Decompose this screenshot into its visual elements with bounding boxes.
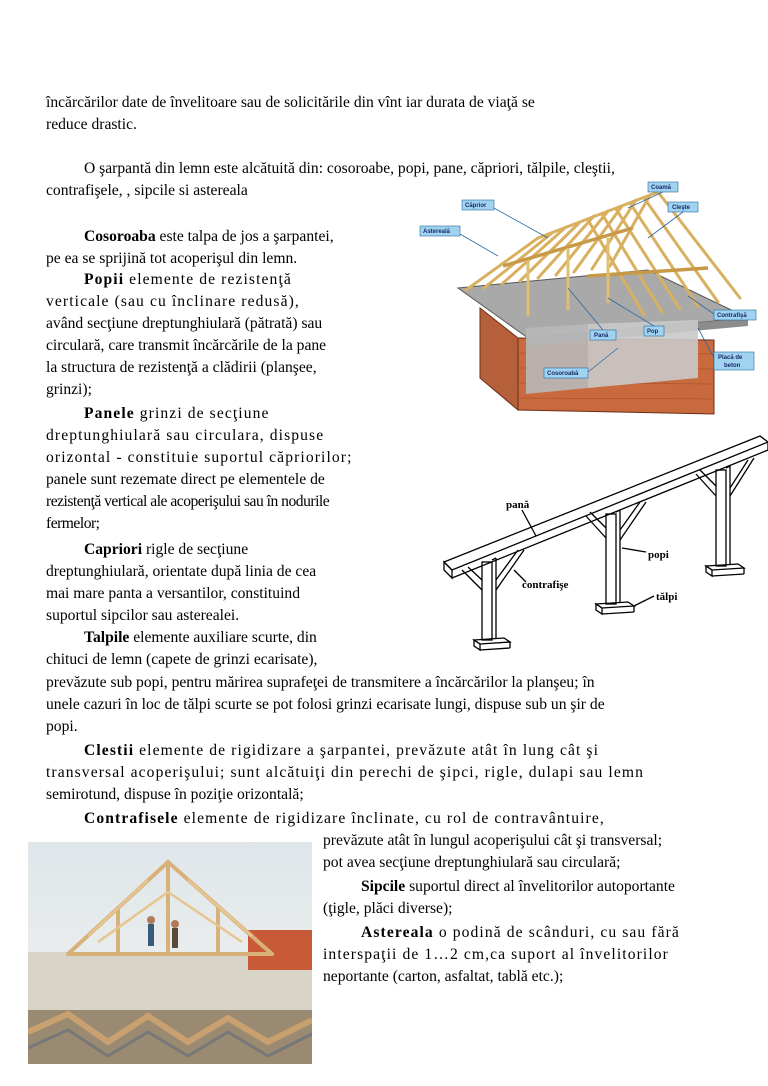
text-line: popi. bbox=[46, 718, 78, 735]
text-line: O şarpantă din lemn este alcătuită din: cosoroabe, popi, pane, căpriori, tălpile, cleştii, bbox=[84, 160, 615, 177]
text-line: pot avea secţiune dreptunghiulară sau circulară; bbox=[323, 854, 621, 871]
label-placa: Placă de bbox=[718, 355, 743, 361]
text-line: contrafişele, , sipcile si astereala bbox=[46, 182, 248, 199]
term: Clestii bbox=[84, 742, 135, 759]
text-line: panele sunt rezemate direct pe elementele de bbox=[46, 471, 325, 488]
text-line: unele cazuri în loc de tălpi scurte se pot folosi grinzi ecarisate lungi, dispuse sub un şir de bbox=[46, 696, 605, 713]
label-contrafisa: Contrafişă bbox=[717, 313, 747, 319]
label-cosoroaba: Cosoroabă bbox=[547, 371, 579, 377]
label-talpi-drawing: tălpi bbox=[656, 591, 678, 603]
text: elemente de rigidizare a şarpantei, prevăzute atât în lung cât şi bbox=[134, 742, 600, 759]
text: elemente de rezistenţă bbox=[124, 271, 292, 288]
roof-construction-photo bbox=[28, 842, 312, 1064]
text-line: circulară, care transmit încărcările de la pane bbox=[46, 337, 327, 354]
section-astereala bbox=[361, 922, 680, 944]
text-line: reduce drastic. bbox=[46, 116, 137, 133]
label-contrafise-drawing: contrafişe bbox=[522, 579, 569, 591]
text-line: dreptunghiulară sau circulara, dispuse bbox=[46, 427, 325, 444]
text: elemente de rigidizare înclinate, cu rol de contravântuire, bbox=[178, 810, 605, 827]
label-coama: Coamă bbox=[651, 185, 672, 191]
text-line: dreptunghiulară, orientate după linia de cea bbox=[46, 563, 317, 580]
label-pop: Pop bbox=[647, 329, 659, 335]
text-line: (ţigle, plăci diverse); bbox=[323, 900, 453, 917]
text-line: grinzi); bbox=[46, 381, 92, 398]
term: Cosoroaba bbox=[84, 228, 156, 245]
section-capriori bbox=[84, 539, 248, 561]
text-line: pe ea se sprijină tot acoperişul din lemn. bbox=[46, 250, 298, 267]
section-cosoroaba bbox=[84, 226, 334, 248]
term: Sipcile bbox=[361, 878, 406, 895]
text-line: mai mare panta a versantilor, constituind bbox=[46, 585, 300, 602]
text: este talpa de jos a şarpantei, bbox=[155, 228, 334, 245]
label-astereala: Astereală bbox=[423, 229, 451, 235]
text-line: transversal acoperişului; sunt alcătuiţi din perechi de şipci, rigle, dulapi sau lemn bbox=[46, 764, 644, 781]
purlin-post-drawing bbox=[440, 430, 768, 652]
term: Astereala bbox=[361, 924, 434, 941]
text-line: prevăzute sub popi, pentru mărirea suprafeţei de transmitere a încărcărilor la planşeu; în bbox=[46, 674, 595, 691]
roof-structure-figure bbox=[418, 178, 760, 424]
section-talpile bbox=[84, 627, 317, 649]
text: elemente auxiliare scurte, din bbox=[129, 629, 317, 646]
term: Popii bbox=[84, 271, 125, 288]
text-line: fermelor; bbox=[46, 515, 100, 532]
label-pana-drawing: pană bbox=[506, 499, 530, 511]
text: o podină de scânduri, cu sau fără bbox=[433, 924, 680, 941]
text: suportul direct al învelitorilor autoportante bbox=[405, 878, 675, 895]
text: grinzi de secţiune bbox=[134, 405, 270, 422]
section-sipcile bbox=[361, 876, 675, 898]
label-caprior: Căprior bbox=[465, 203, 487, 209]
text-line: încărcărilor date de învelitoare sau de solicitările din vînt iar durata de viaţă se bbox=[46, 94, 535, 111]
text-line: la structura de rezistenţă a clădirii (planşee, bbox=[46, 359, 317, 376]
text-line: orizontal - constituie suportul căpriorilor; bbox=[46, 449, 353, 466]
term: Capriori bbox=[84, 541, 143, 558]
text-line: rezistenţă vertical ale acoperişului sau în nodurile bbox=[46, 493, 330, 510]
term: Contrafisele bbox=[84, 810, 179, 827]
text-line: neportante (carton, asfaltat, tablă etc.); bbox=[323, 968, 564, 985]
label-cleste: Cleşte bbox=[672, 205, 691, 211]
section-clestii bbox=[84, 740, 599, 762]
section-contrafisele bbox=[84, 808, 605, 830]
label-popi-drawing: popi bbox=[648, 549, 669, 561]
text-line: suportul sipcilor sau asterealei. bbox=[46, 607, 240, 624]
section-panele bbox=[84, 403, 270, 425]
label-pana: Pană bbox=[594, 333, 609, 339]
term: Talpile bbox=[84, 629, 130, 646]
text: rigle de secţiune bbox=[142, 541, 249, 558]
text-line: interspaţii de 1…2 cm,ca suport al învelitorilor bbox=[323, 946, 669, 963]
text-line: verticale (sau cu înclinare redusă), bbox=[46, 293, 300, 310]
text-line: semirotund, dispuse în poziţie orizontală; bbox=[46, 786, 304, 803]
label-placa-2: beton bbox=[724, 363, 741, 369]
text-line: chituci de lemn (capete de grinzi ecarisate), bbox=[46, 651, 318, 668]
text-line: prevăzute atât în lungul acoperişului cât şi transversal; bbox=[323, 832, 663, 849]
section-popii bbox=[84, 269, 292, 291]
term: Panele bbox=[84, 405, 135, 422]
text-line: având secţiune dreptunghiulară (pătrată) sau bbox=[46, 315, 323, 332]
